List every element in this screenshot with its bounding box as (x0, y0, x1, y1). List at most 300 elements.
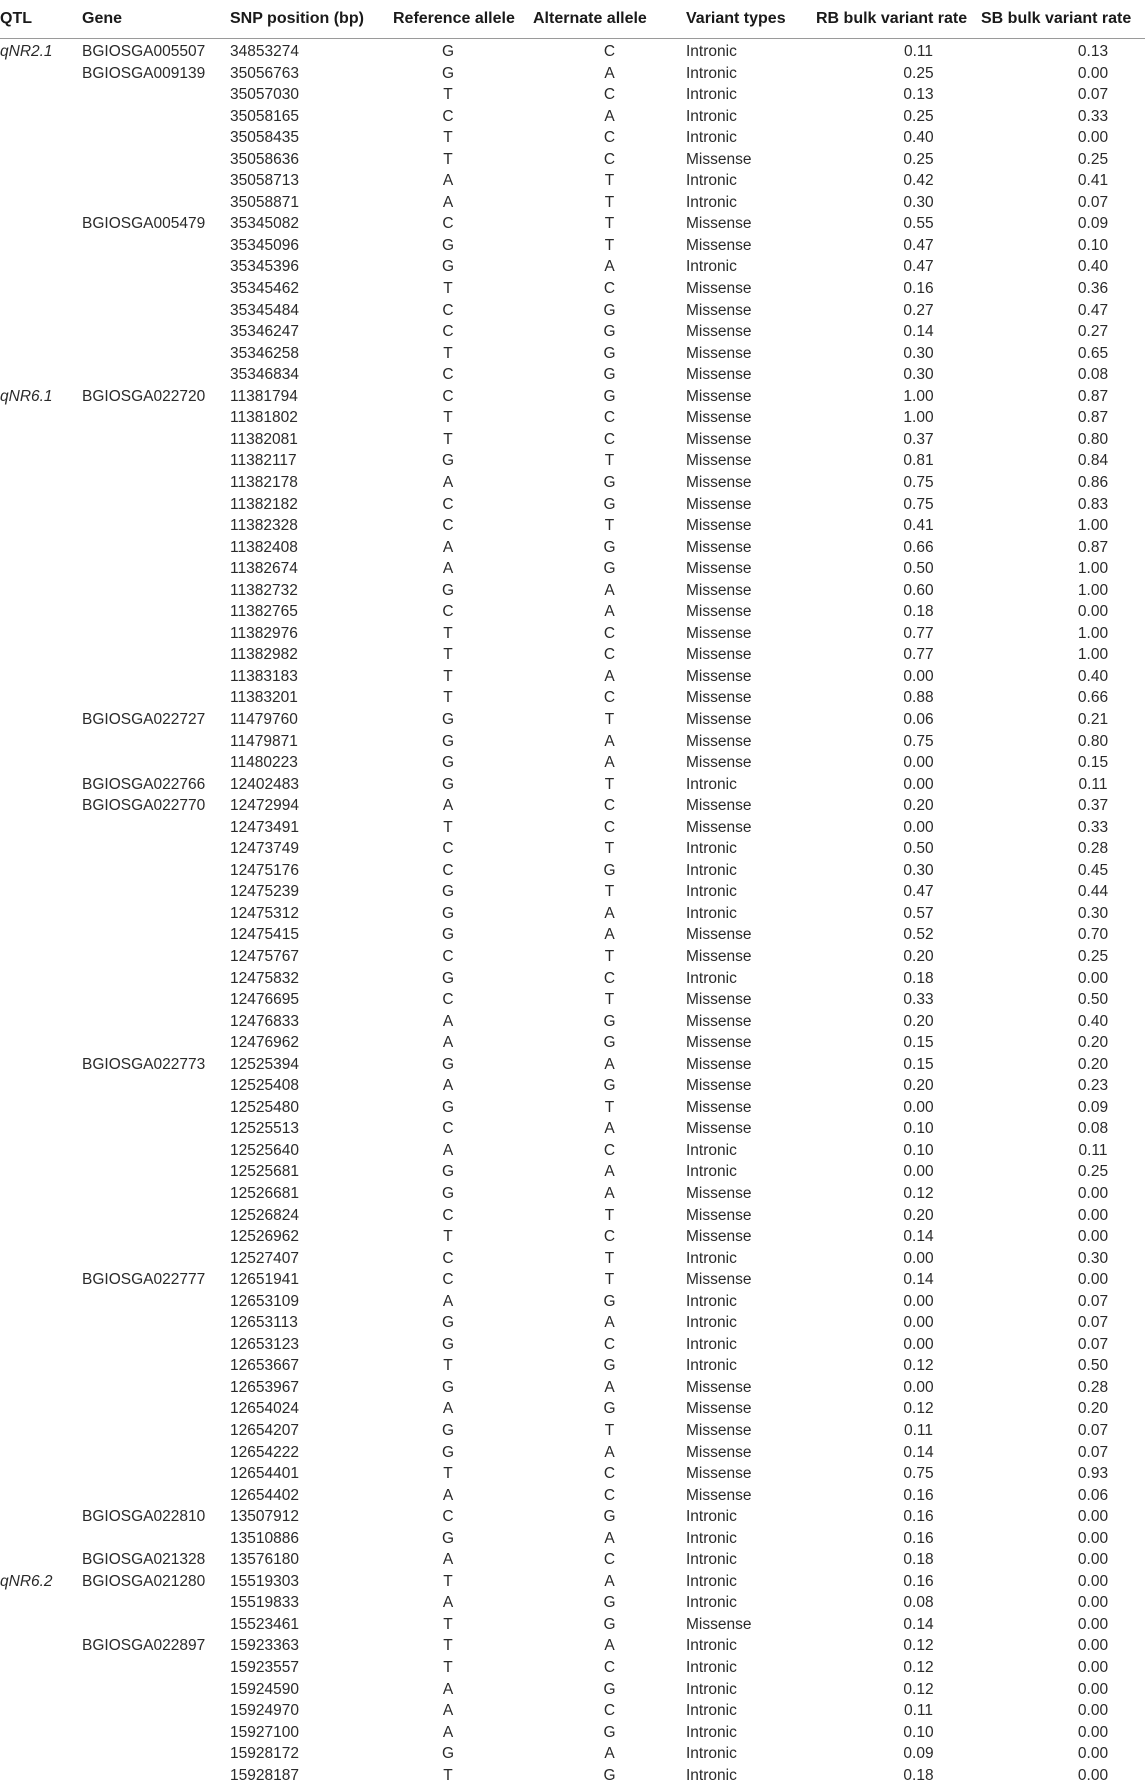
rb-rate-cell: 0.12 (816, 1183, 981, 1205)
table-row (0, 795, 1145, 817)
gene-cell (82, 1097, 230, 1119)
table-row (0, 1528, 1145, 1550)
gene-cell: BGIOSGA009139 (82, 63, 230, 85)
table-row (0, 817, 1145, 839)
variant-type-cell: Intronic (686, 838, 816, 860)
rb-rate-cell: 0.15 (816, 1054, 981, 1076)
snp-position-cell: 35058713 (230, 170, 393, 192)
variant-type-cell: Missense (686, 1097, 816, 1119)
rb-rate-cell: 0.13 (816, 84, 981, 106)
variant-type-cell: Intronic (686, 1312, 816, 1334)
variant-type-cell: Missense (686, 558, 816, 580)
qtl-cell (0, 192, 82, 214)
snp-position-cell: 35345462 (230, 278, 393, 300)
snp-position-cell: 11381794 (230, 386, 393, 408)
qtl-cell (0, 558, 82, 580)
gene-cell (82, 924, 230, 946)
rb-rate-cell: 0.30 (816, 192, 981, 214)
table-row (0, 149, 1145, 171)
snp-position-cell: 11479760 (230, 709, 393, 731)
gene-cell (82, 1614, 230, 1636)
snp-position-cell: 12476695 (230, 989, 393, 1011)
reference-allele-cell: C (393, 321, 533, 343)
table-row (0, 666, 1145, 688)
gene-cell (82, 1420, 230, 1442)
alternate-allele-cell: A (533, 1054, 686, 1076)
gene-cell (82, 1657, 230, 1679)
alternate-allele-cell: G (533, 321, 686, 343)
rb-rate-cell: 0.75 (816, 493, 981, 515)
reference-allele-cell: C (393, 364, 533, 386)
gene-cell (82, 149, 230, 171)
snp-position-cell: 12475176 (230, 860, 393, 882)
reference-allele-cell: T (393, 623, 533, 645)
sb-rate-cell: 0.50 (981, 1355, 1145, 1377)
table-row (0, 1506, 1145, 1528)
rb-rate-cell: 0.40 (816, 127, 981, 149)
alternate-allele-cell: G (533, 472, 686, 494)
gene-cell (82, 558, 230, 580)
reference-allele-cell: C (393, 300, 533, 322)
table-row (0, 407, 1145, 429)
variant-type-cell: Missense (686, 709, 816, 731)
qtl-cell (0, 709, 82, 731)
sb-rate-cell: 0.40 (981, 666, 1145, 688)
reference-allele-cell: G (393, 1334, 533, 1356)
alternate-allele-cell: G (533, 1722, 686, 1744)
sb-rate-cell: 0.07 (981, 192, 1145, 214)
qtl-cell (0, 1054, 82, 1076)
rb-rate-cell: 0.47 (816, 881, 981, 903)
reference-allele-cell: T (393, 149, 533, 171)
alternate-allele-cell: T (533, 1205, 686, 1227)
rb-rate-cell: 0.00 (816, 1161, 981, 1183)
variant-type-cell: Intronic (686, 1291, 816, 1313)
table-row (0, 1334, 1145, 1356)
table-row (0, 300, 1145, 322)
table-row (0, 644, 1145, 666)
sb-rate-cell: 0.07 (981, 1291, 1145, 1313)
rb-rate-cell: 0.18 (816, 601, 981, 623)
table-row (0, 1442, 1145, 1464)
table-row (0, 558, 1145, 580)
variant-type-cell: Intronic (686, 1248, 816, 1270)
snp-position-cell: 12473749 (230, 838, 393, 860)
alternate-allele-cell: A (533, 1635, 686, 1657)
variant-type-cell: Missense (686, 623, 816, 645)
sb-rate-cell: 0.00 (981, 1635, 1145, 1657)
qtl-cell (0, 968, 82, 990)
alternate-allele-cell: A (533, 1183, 686, 1205)
variant-type-cell: Missense (686, 515, 816, 537)
qtl-cell (0, 1549, 82, 1571)
variant-type-cell: Missense (686, 946, 816, 968)
snp-position-cell: 12476962 (230, 1032, 393, 1054)
table-row (0, 1183, 1145, 1205)
snp-position-cell: 12653109 (230, 1291, 393, 1313)
sb-rate-cell: 0.00 (981, 1571, 1145, 1593)
reference-allele-cell: T (393, 429, 533, 451)
table-row (0, 39, 1145, 63)
qtl-cell (0, 1269, 82, 1291)
alternate-allele-cell: C (533, 687, 686, 709)
rb-rate-cell: 0.25 (816, 63, 981, 85)
gene-cell (82, 1075, 230, 1097)
alternate-allele-cell: T (533, 881, 686, 903)
table-row (0, 1032, 1145, 1054)
rb-rate-cell: 0.11 (816, 39, 981, 63)
alternate-allele-cell: G (533, 860, 686, 882)
sb-rate-cell: 0.07 (981, 1442, 1145, 1464)
qtl-cell (0, 63, 82, 85)
alternate-allele-cell: G (533, 1506, 686, 1528)
qtl-cell (0, 666, 82, 688)
reference-allele-cell: C (393, 1269, 533, 1291)
variant-type-cell: Missense (686, 687, 816, 709)
rb-rate-cell: 0.10 (816, 1140, 981, 1162)
reference-allele-cell: A (393, 1592, 533, 1614)
qtl-cell (0, 106, 82, 128)
gene-cell (82, 235, 230, 257)
gene-cell (82, 1679, 230, 1701)
rb-rate-cell: 0.18 (816, 1549, 981, 1571)
variant-type-cell: Intronic (686, 774, 816, 796)
variant-type-cell: Missense (686, 1377, 816, 1399)
alternate-allele-cell: C (533, 429, 686, 451)
alternate-allele-cell: G (533, 1032, 686, 1054)
alternate-allele-cell: A (533, 256, 686, 278)
qtl-cell (0, 881, 82, 903)
variant-type-cell: Intronic (686, 1355, 816, 1377)
sb-rate-cell: 0.40 (981, 1011, 1145, 1033)
qtl-cell (0, 752, 82, 774)
alternate-allele-cell: C (533, 1140, 686, 1162)
gene-cell (82, 731, 230, 753)
snp-position-cell: 12654402 (230, 1485, 393, 1507)
table-row (0, 687, 1145, 709)
alternate-allele-cell: T (533, 774, 686, 796)
variant-type-cell: Missense (686, 235, 816, 257)
alternate-allele-cell: A (533, 1571, 686, 1593)
rb-rate-cell: 0.60 (816, 580, 981, 602)
qtl-cell (0, 1140, 82, 1162)
variant-type-cell: Intronic (686, 860, 816, 882)
gene-cell (82, 1442, 230, 1464)
reference-allele-cell: T (393, 1657, 533, 1679)
reference-allele-cell: C (393, 1118, 533, 1140)
variant-type-cell: Intronic (686, 1722, 816, 1744)
header-rb-bulk-variant-rate: RB bulk variant rate (816, 0, 981, 39)
table-row (0, 1355, 1145, 1377)
gene-cell: BGIOSGA022777 (82, 1269, 230, 1291)
qtl-cell (0, 644, 82, 666)
sb-rate-cell: 0.00 (981, 1226, 1145, 1248)
alternate-allele-cell: C (533, 644, 686, 666)
sb-rate-cell: 0.07 (981, 1420, 1145, 1442)
rb-rate-cell: 0.12 (816, 1679, 981, 1701)
gene-cell (82, 278, 230, 300)
snp-position-cell: 12473491 (230, 817, 393, 839)
rb-rate-cell: 1.00 (816, 386, 981, 408)
alternate-allele-cell: C (533, 795, 686, 817)
qtl-cell (0, 1485, 82, 1507)
rb-rate-cell: 0.42 (816, 170, 981, 192)
alternate-allele-cell: T (533, 989, 686, 1011)
sb-rate-cell: 0.25 (981, 946, 1145, 968)
reference-allele-cell: A (393, 1679, 533, 1701)
gene-cell (82, 1463, 230, 1485)
table-row (0, 989, 1145, 1011)
rb-rate-cell: 0.16 (816, 1506, 981, 1528)
table-body (0, 39, 1145, 1786)
gene-cell (82, 429, 230, 451)
snp-position-cell: 12653667 (230, 1355, 393, 1377)
alternate-allele-cell: T (533, 235, 686, 257)
snp-position-cell: 12653123 (230, 1334, 393, 1356)
rb-rate-cell: 0.00 (816, 774, 981, 796)
gene-cell (82, 1722, 230, 1744)
qtl-cell (0, 1291, 82, 1313)
snp-position-cell: 12527407 (230, 1248, 393, 1270)
qtl-cell (0, 1161, 82, 1183)
rb-rate-cell: 0.30 (816, 364, 981, 386)
rb-rate-cell: 0.18 (816, 1765, 981, 1786)
snp-position-cell: 12472994 (230, 795, 393, 817)
qtl-cell: qNR2.1 (0, 39, 82, 63)
qtl-cell (0, 1765, 82, 1786)
sb-rate-cell: 0.20 (981, 1398, 1145, 1420)
reference-allele-cell: G (393, 752, 533, 774)
alternate-allele-cell: T (533, 1097, 686, 1119)
rb-rate-cell: 0.33 (816, 989, 981, 1011)
table-row (0, 127, 1145, 149)
rb-rate-cell: 0.52 (816, 924, 981, 946)
sb-rate-cell: 0.00 (981, 1528, 1145, 1550)
table-row (0, 1118, 1145, 1140)
alternate-allele-cell: A (533, 1743, 686, 1765)
gene-cell (82, 1312, 230, 1334)
sb-rate-cell: 0.36 (981, 278, 1145, 300)
variant-type-cell: Missense (686, 321, 816, 343)
reference-allele-cell: G (393, 1442, 533, 1464)
rb-rate-cell: 0.10 (816, 1722, 981, 1744)
snp-position-cell: 13576180 (230, 1549, 393, 1571)
gene-cell (82, 1377, 230, 1399)
table-row (0, 343, 1145, 365)
sb-rate-cell: 0.00 (981, 1743, 1145, 1765)
table-row (0, 1700, 1145, 1722)
snp-position-cell: 12654401 (230, 1463, 393, 1485)
rb-rate-cell: 0.00 (816, 817, 981, 839)
reference-allele-cell: A (393, 1549, 533, 1571)
variant-type-cell: Intronic (686, 170, 816, 192)
alternate-allele-cell: A (533, 1161, 686, 1183)
rb-rate-cell: 0.10 (816, 1118, 981, 1140)
table-row (0, 968, 1145, 990)
qtl-cell (0, 472, 82, 494)
rb-rate-cell: 0.16 (816, 1485, 981, 1507)
table-row (0, 1679, 1145, 1701)
gene-cell (82, 623, 230, 645)
qtl-cell (0, 1032, 82, 1054)
variant-type-cell: Missense (686, 1205, 816, 1227)
qtl-cell (0, 1334, 82, 1356)
table-row (0, 106, 1145, 128)
gene-cell (82, 300, 230, 322)
variant-type-cell: Missense (686, 364, 816, 386)
variant-type-cell: Missense (686, 429, 816, 451)
reference-allele-cell: G (393, 968, 533, 990)
snp-position-cell: 12475312 (230, 903, 393, 925)
qtl-cell (0, 278, 82, 300)
gene-cell: BGIOSGA021280 (82, 1571, 230, 1593)
alternate-allele-cell: G (533, 364, 686, 386)
gene-cell (82, 838, 230, 860)
qtl-cell (0, 1205, 82, 1227)
qtl-cell (0, 1442, 82, 1464)
variant-type-cell: Missense (686, 343, 816, 365)
table-row (0, 1614, 1145, 1636)
alternate-allele-cell: A (533, 106, 686, 128)
sb-rate-cell: 0.25 (981, 1161, 1145, 1183)
reference-allele-cell: A (393, 558, 533, 580)
alternate-allele-cell: G (533, 1614, 686, 1636)
variant-type-cell: Intronic (686, 1765, 816, 1786)
reference-allele-cell: G (393, 1097, 533, 1119)
gene-cell: BGIOSGA022720 (82, 386, 230, 408)
reference-allele-cell: G (393, 1420, 533, 1442)
variant-type-cell: Intronic (686, 39, 816, 63)
table-row (0, 860, 1145, 882)
alternate-allele-cell: C (533, 39, 686, 63)
sb-rate-cell: 0.07 (981, 1312, 1145, 1334)
table-row (0, 450, 1145, 472)
variant-type-cell: Missense (686, 1118, 816, 1140)
reference-allele-cell: G (393, 580, 533, 602)
gene-cell (82, 860, 230, 882)
gene-cell (82, 256, 230, 278)
rb-rate-cell: 0.25 (816, 106, 981, 128)
sb-rate-cell: 0.09 (981, 213, 1145, 235)
qtl-cell (0, 623, 82, 645)
variant-type-cell: Missense (686, 1614, 816, 1636)
gene-cell (82, 1700, 230, 1722)
alternate-allele-cell: C (533, 1700, 686, 1722)
sb-rate-cell: 0.44 (981, 881, 1145, 903)
table-header-row (0, 0, 1145, 39)
gene-cell: BGIOSGA005507 (82, 39, 230, 63)
gene-cell (82, 1398, 230, 1420)
reference-allele-cell: A (393, 1011, 533, 1033)
table-row (0, 1011, 1145, 1033)
qtl-cell (0, 450, 82, 472)
gene-cell (82, 989, 230, 1011)
alternate-allele-cell: A (533, 924, 686, 946)
reference-allele-cell: T (393, 687, 533, 709)
reference-allele-cell: G (393, 1054, 533, 1076)
reference-allele-cell: A (393, 170, 533, 192)
gene-cell: BGIOSGA022810 (82, 1506, 230, 1528)
header-sb-bulk-variant-rate: SB bulk variant rate (981, 0, 1145, 39)
gene-cell: BGIOSGA022897 (82, 1635, 230, 1657)
reference-allele-cell: T (393, 84, 533, 106)
snp-position-cell: 11382081 (230, 429, 393, 451)
qtl-cell (0, 407, 82, 429)
qtl-cell (0, 989, 82, 1011)
variant-type-cell: Missense (686, 472, 816, 494)
sb-rate-cell: 0.00 (981, 1657, 1145, 1679)
qtl-cell (0, 213, 82, 235)
header-variant-types: Variant types (686, 0, 816, 39)
gene-cell (82, 687, 230, 709)
alternate-allele-cell: T (533, 1420, 686, 1442)
alternate-allele-cell: A (533, 903, 686, 925)
snp-position-cell: 35058165 (230, 106, 393, 128)
variant-type-cell: Intronic (686, 192, 816, 214)
qtl-cell (0, 1463, 82, 1485)
alternate-allele-cell: T (533, 946, 686, 968)
gene-cell (82, 343, 230, 365)
qtl-cell (0, 429, 82, 451)
qtl-cell (0, 1722, 82, 1744)
qtl-cell (0, 1097, 82, 1119)
table-row (0, 1743, 1145, 1765)
table-row (0, 580, 1145, 602)
snp-position-cell: 11383201 (230, 687, 393, 709)
alternate-allele-cell: G (533, 1679, 686, 1701)
qtl-cell: qNR6.2 (0, 1571, 82, 1593)
sb-rate-cell: 0.80 (981, 429, 1145, 451)
reference-allele-cell: C (393, 1248, 533, 1270)
table-row (0, 1571, 1145, 1593)
table-row (0, 774, 1145, 796)
alternate-allele-cell: A (533, 1377, 686, 1399)
table-row (0, 1485, 1145, 1507)
alternate-allele-cell: T (533, 192, 686, 214)
snp-position-cell: 12653967 (230, 1377, 393, 1399)
snp-position-cell: 11382976 (230, 623, 393, 645)
rb-rate-cell: 0.00 (816, 1248, 981, 1270)
reference-allele-cell: G (393, 235, 533, 257)
table-row (0, 838, 1145, 860)
table-row (0, 1269, 1145, 1291)
gene-cell: BGIOSGA021328 (82, 1549, 230, 1571)
qtl-cell (0, 924, 82, 946)
snp-position-cell: 11382182 (230, 493, 393, 515)
table-row (0, 364, 1145, 386)
sb-rate-cell: 0.80 (981, 731, 1145, 753)
alternate-allele-cell: G (533, 300, 686, 322)
gene-cell (82, 666, 230, 688)
variant-type-cell: Missense (686, 1442, 816, 1464)
gene-cell (82, 881, 230, 903)
qtl-cell (0, 170, 82, 192)
reference-allele-cell: C (393, 1506, 533, 1528)
sb-rate-cell: 0.00 (981, 1205, 1145, 1227)
sb-rate-cell: 0.83 (981, 493, 1145, 515)
alternate-allele-cell: C (533, 84, 686, 106)
table-row (0, 1248, 1145, 1270)
snp-position-cell: 35346258 (230, 343, 393, 365)
variant-type-cell: Intronic (686, 1549, 816, 1571)
sb-rate-cell: 1.00 (981, 558, 1145, 580)
rb-rate-cell: 0.20 (816, 1075, 981, 1097)
sb-rate-cell: 0.07 (981, 1334, 1145, 1356)
sb-rate-cell: 0.50 (981, 989, 1145, 1011)
table-row (0, 515, 1145, 537)
table-row (0, 601, 1145, 623)
alternate-allele-cell: T (533, 170, 686, 192)
